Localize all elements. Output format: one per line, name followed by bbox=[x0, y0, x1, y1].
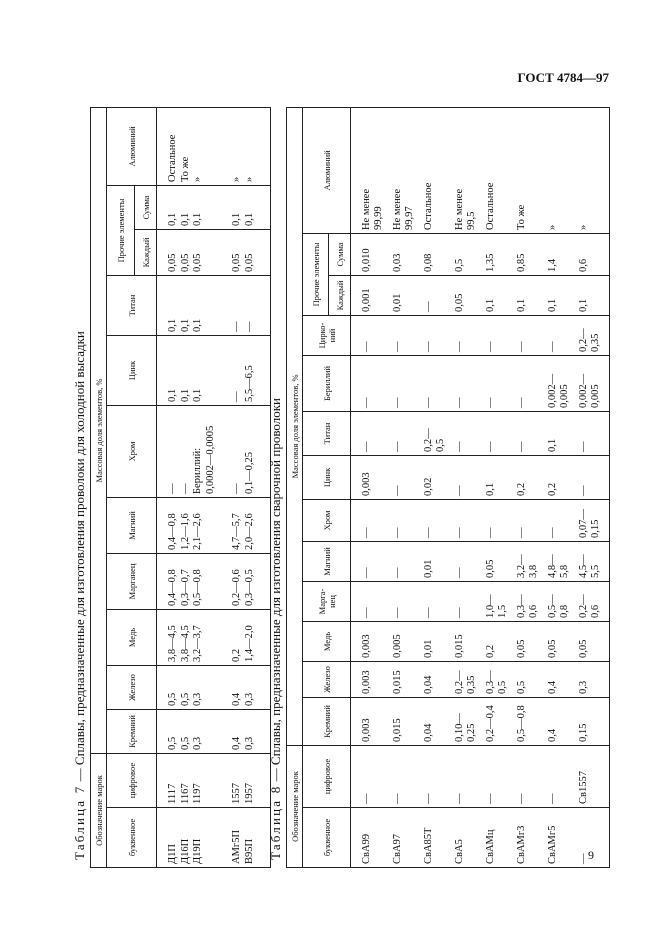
table8-cell-fe: 0,015 bbox=[392, 661, 423, 697]
table8-cell-cr: — bbox=[485, 499, 516, 541]
t7-h-other: Прочие элементы bbox=[107, 185, 135, 275]
t7-h-digital: цифровое bbox=[107, 753, 157, 807]
table8-row bbox=[516, 107, 547, 867]
table7-label: Таблица 7 bbox=[72, 784, 87, 860]
table8-caption bbox=[268, 108, 284, 860]
table7-cell-fe: 0,5 0,5 0,3 bbox=[157, 665, 232, 709]
t8-h-beryllium: Бериллий bbox=[303, 355, 351, 411]
table8-cell-mg: — bbox=[351, 541, 393, 581]
table8-cell-sum: 0,08 bbox=[423, 233, 454, 275]
t7-h-mass-fraction: Массовая доля элементов, % bbox=[91, 107, 107, 753]
t8-h-magnesium: Магний bbox=[303, 541, 351, 581]
table8-cell-each: 0,1 bbox=[516, 275, 547, 315]
table7-cell-cr: — 0,1—0,25 bbox=[231, 405, 271, 497]
table8-row bbox=[392, 107, 423, 867]
table8-cell-letter: СвА97 bbox=[392, 808, 423, 868]
table8-cell-cr: — bbox=[423, 499, 454, 541]
table8-cell-mn: — bbox=[351, 581, 393, 621]
t8-h-each: Каждый bbox=[329, 275, 351, 315]
table7-cell-mg: 4,7—5,7 2,0—2,6 bbox=[231, 497, 271, 553]
table8-cell-digital: — bbox=[392, 745, 423, 807]
table8-cell-zn: 0,003 bbox=[351, 455, 393, 499]
t7-h-each: Каждый bbox=[135, 229, 157, 275]
table7-cell-ti: 0,1 0,1 0,1 bbox=[157, 275, 232, 335]
table8-cell-cr: 0,07— 0,15 bbox=[578, 499, 610, 541]
table8-cell-sum: 0,5 bbox=[454, 233, 485, 275]
table8-cell-ti: — bbox=[516, 411, 547, 455]
table8-cell-mg: 0,01 bbox=[423, 541, 454, 581]
t7-h-aluminium: Алюминий bbox=[107, 107, 157, 185]
table8-cell-letter: СвА99 bbox=[351, 808, 393, 868]
table8-cell-letter: СвАМг5 bbox=[547, 808, 578, 868]
table7-body bbox=[157, 107, 271, 867]
table7-cell-al: Остальное То же » bbox=[157, 107, 232, 185]
t8-h-sum: Сумма bbox=[329, 233, 351, 275]
table8-cell-fe: 0,4 bbox=[547, 661, 578, 697]
table8-cell-fe: 0,2— 0,35 bbox=[454, 661, 485, 697]
t8-h-designation: Обозначение марок bbox=[287, 745, 303, 867]
t8-h-manganese: Марга- нец bbox=[303, 581, 351, 621]
table8-cell-cr: — bbox=[351, 499, 393, 541]
table8-row bbox=[351, 107, 393, 867]
table8-cell-zn: 0,2 bbox=[547, 455, 578, 499]
table7-rotated-container bbox=[72, 108, 271, 868]
table7-row bbox=[231, 107, 271, 867]
table8-cell-zr: 0,2— 0,35 bbox=[578, 315, 610, 355]
table8-cell-cu: 0,005 bbox=[392, 621, 423, 661]
table8-cell-zr: — bbox=[485, 315, 516, 355]
table8-body bbox=[351, 107, 610, 867]
table7-cell-each: 0,05 0,05 0,05 bbox=[157, 229, 232, 275]
table8-cell-si: 0,10— 0,25 bbox=[454, 697, 485, 745]
table8-cell-si: 0,04 bbox=[423, 697, 454, 745]
table7-cell-ti: — — bbox=[231, 275, 271, 335]
t7-h-zinc: Цинк bbox=[107, 335, 157, 405]
table8-row bbox=[454, 107, 485, 867]
table8-cell-mn: — bbox=[423, 581, 454, 621]
table8-cell-zr: — bbox=[423, 315, 454, 355]
table8-cell-zr: — bbox=[454, 315, 485, 355]
table8-cell-ti: — bbox=[454, 411, 485, 455]
table8-cell-be: — bbox=[485, 355, 516, 411]
table8-cell-each: 0,01 bbox=[392, 275, 423, 315]
table7-row bbox=[157, 107, 232, 867]
t8-h-chromium: Хром bbox=[303, 499, 351, 541]
table8-cell-mg: 3,2— 3,8 bbox=[516, 541, 547, 581]
table8-cell-be: — bbox=[454, 355, 485, 411]
table7-cell-fe: 0,4 0,3 bbox=[231, 665, 271, 709]
table8-cell-mn: — bbox=[392, 581, 423, 621]
t7-h-copper: Медь bbox=[107, 609, 157, 665]
table7-cell-cu: 0,2 1,4—2,0 bbox=[231, 609, 271, 665]
table7-cell-digital: 1557 1957 bbox=[231, 753, 271, 807]
table8-cell-digital: — bbox=[351, 745, 393, 807]
table8-cell-al: Остальное bbox=[485, 107, 516, 233]
table8-cell-mg: 4,5— 5,5 bbox=[578, 541, 610, 581]
t7-h-chromium: Хром bbox=[107, 405, 157, 497]
table7-cell-letter: Д1П Д16П Д19П bbox=[157, 808, 232, 868]
table8-cell-be: 0,002— 0,005 bbox=[578, 355, 610, 411]
table7-cell-si: 0,4 0,3 bbox=[231, 709, 271, 753]
table8-cell-zn: — bbox=[454, 455, 485, 499]
table8-cell-al: То же bbox=[516, 107, 547, 233]
table8-cell-si: 0,15 bbox=[578, 697, 610, 745]
table8-cell-mn: — bbox=[454, 581, 485, 621]
table8-cell-al: Не менее 99,5 bbox=[454, 107, 485, 233]
table8-cell-sum: 0,85 bbox=[516, 233, 547, 275]
table8-cell-mg: 0,05 bbox=[485, 541, 516, 581]
t7-h-magnesium: Магний bbox=[107, 497, 157, 553]
table8-cell-each: 0,1 bbox=[485, 275, 516, 315]
table8-cell-al: » bbox=[547, 107, 578, 233]
table8-cell-al: Не менее 99,99 bbox=[351, 107, 393, 233]
t8-h-digital: цифровое bbox=[303, 745, 351, 807]
table7-cell-zn: 0,1 0,1 0,1 bbox=[157, 335, 232, 405]
t8-h-silicon: Кремний bbox=[303, 697, 351, 745]
table8-cell-mg: — bbox=[454, 541, 485, 581]
table8-cell-cu: 0,05 bbox=[516, 621, 547, 661]
t8-h-other: Прочие элементы bbox=[303, 233, 329, 315]
table8-cell-digital: — bbox=[516, 745, 547, 807]
table8-cell-zr: — bbox=[547, 315, 578, 355]
table8-cell-fe: 0,003 bbox=[351, 661, 393, 697]
table8-cell-fe: 0,5 bbox=[516, 661, 547, 697]
table8-cell-cr: — bbox=[454, 499, 485, 541]
table8-cell-si: 0,003 bbox=[351, 697, 393, 745]
table8-cell-ti: — bbox=[485, 411, 516, 455]
table8-cell-digital: — bbox=[423, 745, 454, 807]
table7-cell-mg: 0,4—0,8 1,2—1,6 2,1—2,6 bbox=[157, 497, 232, 553]
table8-cell-sum: 0,03 bbox=[392, 233, 423, 275]
table8-cell-each: — bbox=[423, 275, 454, 315]
table8-row bbox=[423, 107, 454, 867]
table8-cell-fe: 0,3— 0,5 bbox=[485, 661, 516, 697]
table8-cell-cu: 0,015 bbox=[454, 621, 485, 661]
table7-cell-each: 0,05 0,05 bbox=[231, 229, 271, 275]
table8-cell-be: — bbox=[516, 355, 547, 411]
table8-cell-zn: 0,2 bbox=[516, 455, 547, 499]
table8-cell-sum: 0,6 bbox=[578, 233, 610, 275]
table8-cell-be: — bbox=[351, 355, 393, 411]
table7-caption bbox=[72, 108, 88, 860]
table8-cell-zr: — bbox=[516, 315, 547, 355]
page-number: 9 bbox=[588, 848, 594, 862]
table8-cell-be: 0,002— 0,005 bbox=[547, 355, 578, 411]
table7-cell-zn: — 5,5—6,5 bbox=[231, 335, 271, 405]
table8-cell-si: 0,5—0,8 bbox=[516, 697, 547, 745]
table8-cell-letter: СвАМг3 bbox=[516, 808, 547, 868]
table8-cell-cr: — bbox=[392, 499, 423, 541]
table8-cell-cu: 0,05 bbox=[547, 621, 578, 661]
table7 bbox=[90, 107, 271, 868]
t7-h-manganese: Марганец bbox=[107, 553, 157, 609]
table8-cell-digital: — bbox=[547, 745, 578, 807]
table8-cell-ti: — bbox=[351, 411, 393, 455]
table7-cell-cu: 3,8—4,5 3,8—4,5 3,2—3,7 bbox=[157, 609, 232, 665]
table8-cell-al: Остальное bbox=[423, 107, 454, 233]
t8-h-letter: буквенное bbox=[303, 808, 351, 868]
table8-cell-mn: 0,5— 0,8 bbox=[547, 581, 578, 621]
table8-cell-digital: — bbox=[454, 745, 485, 807]
table8-cell-mg: — bbox=[392, 541, 423, 581]
table8-cell-each: 0,05 bbox=[454, 275, 485, 315]
table8-row bbox=[485, 107, 516, 867]
table8-cell-digital: — bbox=[485, 745, 516, 807]
standard-header: ГОСТ 4784—97 bbox=[517, 70, 609, 85]
table8-row bbox=[578, 107, 610, 867]
table8-cell-letter: СвАМц bbox=[485, 808, 516, 868]
t8-h-titanium: Титан bbox=[303, 411, 351, 455]
table8-cell-al: Не менее 99,97 bbox=[392, 107, 423, 233]
table7-cell-mn: 0,2—0,6 0,3—0,5 bbox=[231, 553, 271, 609]
table8-cell-zn: 0,1 bbox=[485, 455, 516, 499]
t7-h-titanium: Титан bbox=[107, 275, 157, 335]
table7-cell-letter: АМг5П В95П bbox=[231, 808, 271, 868]
table7-cell-digital: 1117 1167 1197 bbox=[157, 753, 232, 807]
table8-cell-si: 0,015 bbox=[392, 697, 423, 745]
t7-h-letter: буквенное bbox=[107, 808, 157, 868]
table7-cell-si: 0,5 0,5 0,3 bbox=[157, 709, 232, 753]
table8-cell-sum: 1,35 bbox=[485, 233, 516, 275]
table7-cell-sum: 0,1 0,1 bbox=[231, 185, 271, 229]
table8-cell-zn: 0,02 bbox=[423, 455, 454, 499]
table7-cell-mn: 0,4—0,8 0,3—0,7 0,5—0,8 bbox=[157, 553, 232, 609]
table8-cell-ti: 0,1 bbox=[547, 411, 578, 455]
t7-h-sum: Сумма bbox=[135, 185, 157, 229]
table8-cell-si: 0,2—0,4 bbox=[485, 697, 516, 745]
table7-cell-al: » » bbox=[231, 107, 271, 185]
t8-h-aluminium: Алюминий bbox=[303, 107, 351, 233]
table8-cell-cu: 0,05 bbox=[578, 621, 610, 661]
table7-title: — Сплавы, предназначенные для изготовления проволоки для холодной высадки bbox=[72, 331, 87, 782]
table8-cell-ti: — bbox=[392, 411, 423, 455]
table8-cell-letter: — bbox=[578, 808, 610, 868]
t8-h-iron: Железо bbox=[303, 661, 351, 697]
table8-cell-zr: — bbox=[392, 315, 423, 355]
t8-h-mass-fraction: Массовая доля элементов, % bbox=[287, 107, 303, 745]
table8-cell-al: » bbox=[578, 107, 610, 233]
table8-cell-each: 0,001 bbox=[351, 275, 393, 315]
table8-row bbox=[547, 107, 578, 867]
table8 bbox=[286, 107, 610, 868]
table8-cell-each: 0,1 bbox=[547, 275, 578, 315]
table8-title: — Сплавы, предназначенные для изготовления сварочной проволоки bbox=[268, 398, 283, 782]
table8-cell-digital: Св1557 bbox=[578, 745, 610, 807]
table8-cell-mg: 4,8— 5,8 bbox=[547, 541, 578, 581]
t8-h-zinc: Цинк bbox=[303, 455, 351, 499]
table8-label: Таблица 8 bbox=[268, 784, 283, 860]
t7-h-silicon: Кремний bbox=[107, 709, 157, 753]
t7-h-designation: Обозначение марок bbox=[91, 753, 107, 867]
table8-cell-letter: СвА5 bbox=[454, 808, 485, 868]
t8-h-copper: Медь bbox=[303, 621, 351, 661]
table8-cell-fe: 0,3 bbox=[578, 661, 610, 697]
table8-rotated-container bbox=[268, 108, 610, 868]
table8-cell-cu: 0,01 bbox=[423, 621, 454, 661]
table8-cell-letter: СвА85Т bbox=[423, 808, 454, 868]
table8-cell-cr: — bbox=[547, 499, 578, 541]
table8-cell-sum: 0,010 bbox=[351, 233, 393, 275]
table8-cell-be: — bbox=[423, 355, 454, 411]
table8-cell-ti: — bbox=[578, 411, 610, 455]
table8-cell-ti: 0,2— 0,5 bbox=[423, 411, 454, 455]
table8-cell-fe: 0,04 bbox=[423, 661, 454, 697]
table8-cell-sum: 1,4 bbox=[547, 233, 578, 275]
table8-cell-si: 0,4 bbox=[547, 697, 578, 745]
table8-cell-mn: 0,2— 0,6 bbox=[578, 581, 610, 621]
table8-cell-zn: — bbox=[392, 455, 423, 499]
table8-cell-cu: 0,2 bbox=[485, 621, 516, 661]
table7-cell-sum: 0,1 0,1 0,1 bbox=[157, 185, 232, 229]
table8-cell-cr: — bbox=[516, 499, 547, 541]
table8-cell-mn: 0,3— 0,6 bbox=[516, 581, 547, 621]
table8-cell-each: 0,1 bbox=[578, 275, 610, 315]
table7-cell-cr: — — Бериллий: 0,0002—0,0005 bbox=[157, 405, 232, 497]
t7-h-iron: Железо bbox=[107, 665, 157, 709]
table8-cell-cu: 0,003 bbox=[351, 621, 393, 661]
table8-cell-zn: — bbox=[578, 455, 610, 499]
table8-cell-be: — bbox=[392, 355, 423, 411]
table8-cell-mn: 1,0— 1,5 bbox=[485, 581, 516, 621]
t8-h-zirconium: Цирко- ний bbox=[303, 315, 351, 355]
table8-cell-zr: — bbox=[351, 315, 393, 355]
